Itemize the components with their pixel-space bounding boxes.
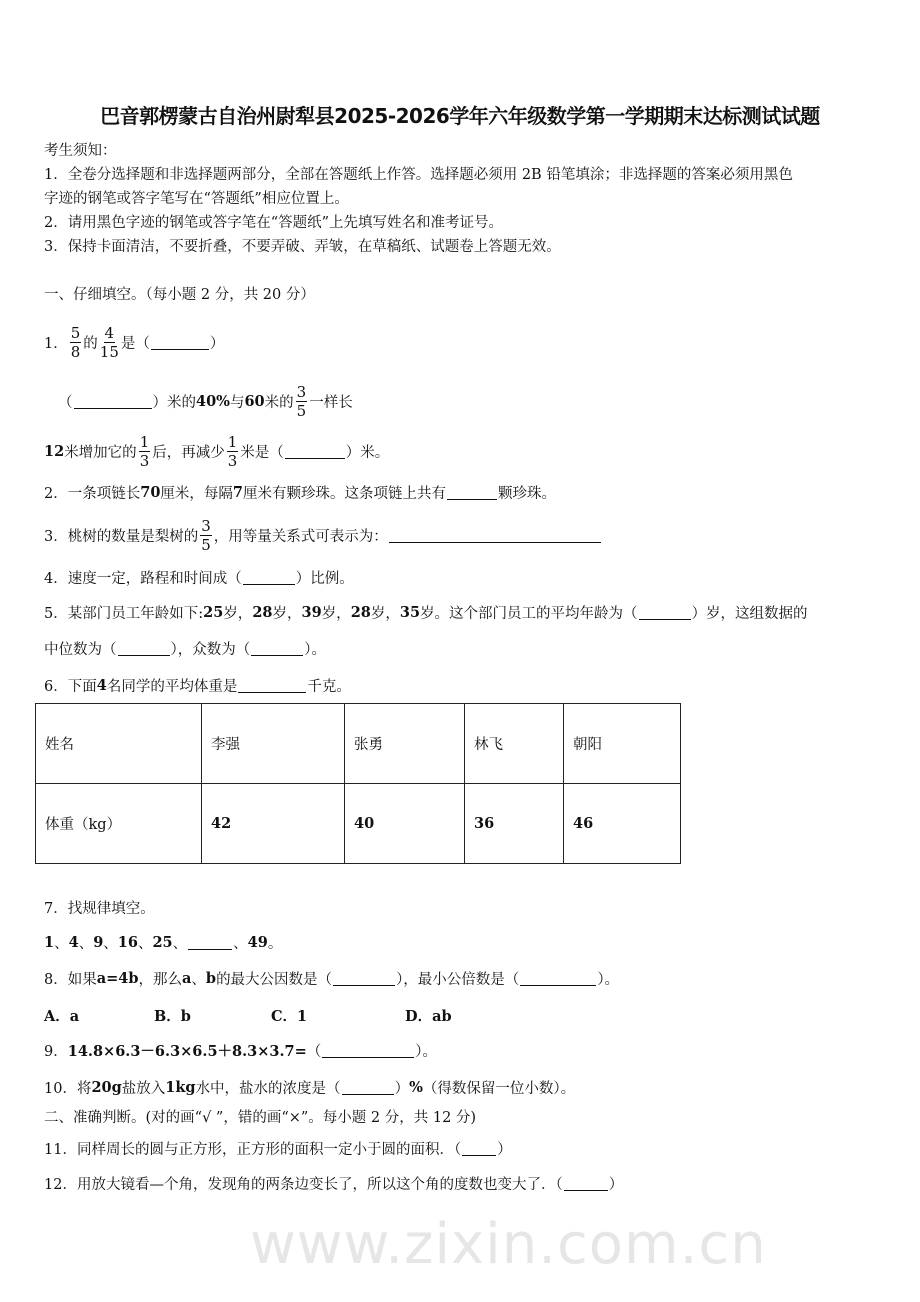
text-segment: 25 (203, 603, 224, 621)
table-cell: 朝阳 (564, 704, 681, 784)
fraction-denominator: 3 (139, 451, 150, 470)
table-cell: 36 (465, 784, 564, 864)
text-segment: ），众数为（ (170, 641, 251, 658)
text-segment: 岁， (370, 605, 400, 622)
text-line (44, 966, 619, 990)
text-line (44, 1136, 512, 1160)
text-segment: 49 (247, 933, 268, 951)
text-segment: a=4b (96, 969, 139, 987)
text-segment: 米增加它的 (64, 444, 137, 461)
answer-blank[interactable] (462, 1141, 496, 1156)
text-segment: ，那么 (138, 971, 183, 988)
fraction-numerator: 1 (139, 432, 150, 451)
text-segment: 9 (93, 933, 104, 951)
text-segment: 厘米有颗珍珠。这条项链上共有 (243, 485, 447, 502)
text-segment: 4 (68, 933, 79, 951)
text-segment: ） (497, 1141, 512, 1158)
watermark: www.zixin.com.cn (250, 1212, 767, 1277)
text-line (44, 323, 225, 361)
text-line (44, 1075, 575, 1099)
text-segment: % (409, 1078, 423, 1096)
text-segment: 的最大公因数是（ (216, 971, 333, 988)
text-segment: 后，再减少 (152, 444, 225, 461)
text-line (44, 636, 326, 660)
text-segment: 10．将 (44, 1080, 92, 1097)
text-line (44, 895, 155, 919)
fraction (70, 324, 82, 361)
text-segment: 颗珍珠。 (498, 485, 557, 502)
text-segment: 、 (137, 935, 153, 952)
text-segment: 4 (96, 676, 107, 694)
text-segment: 水中，盐水的浓度是（ (195, 1080, 341, 1097)
fraction (227, 433, 239, 470)
choice-option: C．1 (271, 1007, 308, 1025)
text-segment: 1．全卷分选择题和非选择题两部分，全部在答题纸上作答。选择题必须用 2B 铅笔填涂；非选择题的答案必须用黑色 (44, 166, 793, 183)
answer-blank[interactable] (251, 641, 303, 656)
text-segment: 米的 (264, 394, 294, 411)
text-segment: ）比例。 (295, 570, 354, 587)
answer-blank[interactable] (322, 1043, 414, 1058)
text-segment: 、 (172, 935, 188, 952)
text-segment: 8．如果 (44, 971, 97, 988)
text-line (44, 1104, 476, 1128)
text-line (44, 1171, 623, 1195)
text-segment: 7．找规律填空。 (44, 900, 155, 917)
text-segment: 12 (44, 442, 65, 460)
text-line (44, 480, 556, 504)
text-segment: （ (306, 1043, 322, 1060)
choice-option: D．ab (405, 1007, 452, 1025)
text-line (44, 673, 351, 697)
fraction (100, 324, 119, 361)
text-segment: 与 (229, 394, 245, 411)
text-line (44, 516, 602, 554)
table-cell: 姓名 (36, 704, 202, 784)
fraction-numerator: 1 (227, 432, 238, 451)
text-segment: ）。 (304, 641, 326, 658)
text-segment: 米是（ (240, 444, 284, 461)
text-segment: 40% (196, 392, 230, 410)
text-segment: 14.8×6.3－6.3×6.5＋8.3×3.7= (67, 1042, 307, 1060)
fraction-denominator: 5 (201, 535, 211, 554)
answer-blank[interactable] (333, 971, 395, 986)
text-segment: ）。 (415, 1043, 438, 1060)
text-segment: 3．保持卡面清洁，不要折叠，不要弄破、弄皱，在草稿纸、试题卷上答题无效。 (44, 238, 561, 255)
answer-blank[interactable] (285, 444, 345, 459)
text-line (44, 600, 808, 624)
text-segment: 12．用放大镜看—个角，发现角的两条边变长了，所以这个角的度数也变大了．（ (44, 1176, 563, 1193)
text-segment: 39 (301, 603, 322, 621)
fraction-denominator: 5 (296, 401, 307, 420)
text-segment: 25 (152, 933, 173, 951)
answer-blank[interactable] (74, 394, 152, 409)
answer-blank[interactable] (151, 335, 209, 350)
text-segment: 20g (91, 1078, 122, 1096)
text-segment: 28 (350, 603, 371, 621)
fraction (296, 383, 308, 420)
page-title: 巴音郭楞蒙古自治州尉犁县2025-2026学年六年级数学第一学期期末达标测试试题 (100, 104, 820, 128)
text-segment: 60 (244, 392, 265, 410)
text-line (44, 161, 793, 185)
answer-blank[interactable] (389, 528, 601, 543)
text-segment: 16 (117, 933, 138, 951)
text-segment: ）。 (597, 971, 620, 988)
table-cell: 40 (345, 784, 465, 864)
text-segment: ）米的 (152, 394, 196, 411)
fraction (139, 433, 151, 470)
answer-blank[interactable] (520, 971, 596, 986)
text-segment: ）岁，这组数据的 (691, 605, 808, 622)
text-segment: ） (209, 335, 225, 352)
text-line (44, 1003, 452, 1027)
text-segment: 28 (252, 603, 273, 621)
text-segment: 2．请用黑色字迹的钢笔或答字笔在“答题纸”上先填写姓名和准考证号。 (44, 214, 504, 231)
text-segment: ）米。 (345, 444, 390, 461)
table-cell: 张勇 (345, 704, 465, 784)
text-segment: 厘米，每隔 (160, 485, 233, 502)
text-segment: ，用等量关系式可表示为： (213, 528, 388, 545)
answer-blank[interactable] (639, 605, 691, 620)
text-segment: 、 (233, 935, 248, 952)
text-segment: 中位数为（ (44, 641, 117, 658)
text-segment: 1kg (165, 1078, 196, 1096)
fraction-numerator: 3 (296, 382, 307, 401)
text-segment: 岁。这个部门员工的平均年龄为（ (420, 605, 638, 622)
answer-blank[interactable] (118, 641, 170, 656)
fraction-denominator: 15 (99, 342, 119, 361)
text-segment: 9． (44, 1043, 68, 1060)
answer-blank[interactable] (238, 678, 306, 693)
fraction (200, 517, 212, 554)
text-segment: 是（ (120, 335, 150, 352)
text-segment: 7 (232, 483, 244, 501)
text-segment: 、 (103, 935, 118, 952)
text-segment: 岁， (272, 605, 302, 622)
text-segment: b (205, 969, 217, 987)
text-line (44, 281, 315, 305)
text-segment: ） (394, 1080, 410, 1097)
text-segment: 11．同样周长的圆与正方形，正方形的面积一定小于圆的面积．（ (44, 1141, 462, 1158)
text-segment: 2．一条项链长 (44, 485, 141, 502)
answer-blank[interactable] (447, 485, 497, 500)
text-segment: 字迹的钢笔或答字笔写在“答题纸”相应位置上。 (44, 190, 349, 207)
fraction-numerator: 5 (70, 323, 81, 342)
text-segment: 1． (44, 335, 68, 352)
text-segment: ） (608, 1176, 624, 1193)
weight-table (35, 703, 681, 864)
text-line (44, 1038, 437, 1062)
choice-option: B．b (154, 1007, 191, 1025)
fraction-denominator: 8 (70, 342, 81, 361)
text-segment: 70 (140, 483, 161, 501)
table-cell: 林飞 (465, 704, 564, 784)
fraction-denominator: 3 (227, 451, 238, 470)
text-line (44, 233, 561, 257)
answer-blank[interactable] (243, 570, 295, 585)
text-segment: 考生须知： (44, 142, 117, 159)
text-segment: ），最小公倍数是（ (396, 971, 520, 988)
table-row (36, 784, 681, 864)
text-line (44, 432, 390, 470)
text-segment: 岁， (321, 605, 351, 622)
table-cell: 42 (202, 784, 345, 864)
text-segment: 一、仔细填空。（每小题 2 分，共 20 分） (44, 286, 315, 303)
text-segment: 4．速度一定，路程和时间成（ (44, 570, 242, 587)
table-cell: 46 (564, 784, 681, 864)
text-segment: 。 (267, 935, 283, 952)
text-line (58, 382, 353, 420)
answer-blank[interactable] (564, 1176, 608, 1191)
text-segment: 、 (54, 935, 69, 952)
text-segment: 盐放入 (121, 1080, 166, 1097)
text-line (44, 565, 354, 589)
table-cell: 体重（kg） (36, 784, 202, 864)
text-segment: 岁， (223, 605, 253, 622)
fraction-numerator: 3 (201, 516, 211, 535)
answer-blank[interactable] (188, 935, 232, 950)
fraction-numerator: 4 (104, 323, 115, 342)
text-segment: 5．某部门员工年龄如下: (44, 605, 204, 622)
answer-blank[interactable] (342, 1080, 394, 1095)
text-segment: 一样长 (309, 394, 353, 411)
text-segment: 二、准确判断。(对的画“√ ”，错的画“×”。每小题 2 分，共 12 分) (44, 1109, 477, 1126)
text-segment: 6．下面 (44, 678, 97, 695)
text-segment: 、 (78, 935, 94, 952)
text-segment: a (182, 969, 192, 987)
text-segment: 名同学的平均体重是 (106, 678, 238, 695)
text-line (44, 209, 503, 233)
text-segment: 、 (191, 971, 206, 988)
text-segment: 的 (83, 335, 98, 352)
table-header-row (36, 704, 681, 784)
text-line (44, 185, 349, 209)
text-segment: 3．桃树的数量是梨树的 (44, 528, 199, 545)
text-segment: （得数保留一位小数）。 (422, 1080, 576, 1097)
text-segment: 1 (44, 933, 55, 951)
text-segment: 千克。 (307, 678, 351, 695)
table-cell: 李强 (202, 704, 345, 784)
text-segment: （ (58, 394, 73, 411)
choice-option: A．a (44, 1007, 80, 1025)
text-segment: 35 (399, 603, 421, 621)
text-line (44, 137, 117, 161)
text-line (44, 930, 282, 954)
